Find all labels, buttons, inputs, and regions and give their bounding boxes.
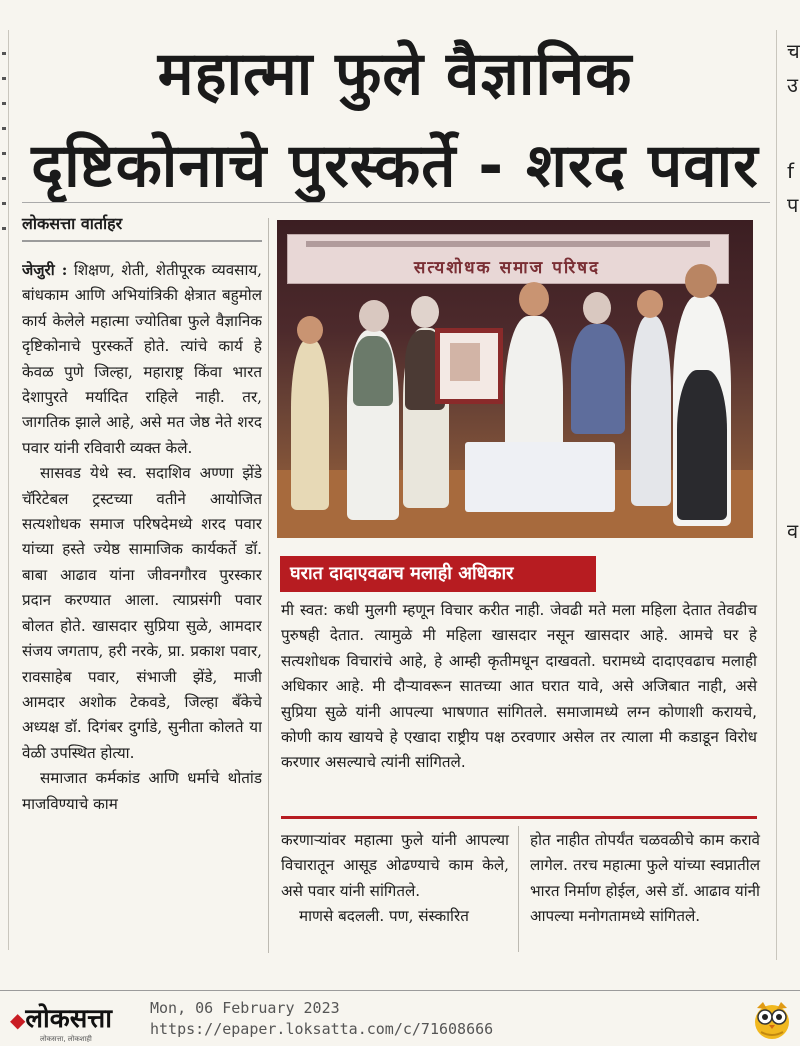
paragraph: समाजात कर्मकांड आणि धर्माचे थोतांड माजविण्याचे काम [22,769,262,813]
fragment-text: उ [787,73,798,97]
headline-line-1: महात्मा फुले वैज्ञानिक [157,39,633,109]
article-column-middle [281,828,509,930]
box-body-text: मी स्वत: कधी मुलगी म्हणून विचार करीत नाही. जेवढी मते मला महिला देतात तेवढीच पुरुषही देतात. त्यामुळे मी महिला खासदार नसून खासदार आहे. आमचे घर हे सत्यशोधक विचारांचे आहे, हे आम्ही कृतीमधून दाखवतो. घरामध्ये दादाएवढाच मलाही अधिकार आहे. मी दौऱ्यावरून सातच्या आत घरात यावे, असे अजिबात नाही, असे सुप्रिया सुळे यांनी आपल्या भाषणात सांगितले. समाजामध्ये लग्न कोणाशी करायचे, कोणी काय खायचे हे एखादा राष्ट्रीय पक्ष ठरवणार असेल तर त्याला मी कडाडून विरोध करणार असल्याचे त्यांनी सांगितले. [281,601,757,772]
person-figure [631,316,671,506]
headline-line-2: दृष्टिकोनाचे पुरस्कर्ते - शरद पवार [31,131,759,201]
article-column-left [22,258,262,948]
fragment-text: प [787,193,799,217]
paragraph [22,258,262,461]
byline: लोकसत्ता वार्ताहर [22,212,262,242]
column-divider [518,826,519,952]
column-divider [268,218,269,953]
article-column-right [530,828,760,930]
divider [22,202,770,203]
logo-text: लोकसत्ता [25,1004,112,1034]
fragment-text: च [787,39,800,63]
event-photo [277,220,753,538]
paragraph: माणसे बदलली. पण, संस्कारित [299,907,469,926]
paragraph: सासवड येथे स्व. सदाशिव अण्णा झेंडे चॅरिटेबल ट्रस्टच्या वतीने आयोजित सत्यशोधक समाज परिषदेमध्ये शरद पवार यांच्या हस्ते ज्येष्ठ सामाजिक कार्यकर्ते डॉ. बाबा आढाव यांना जीवनगौरव पुरस्कार प्रदान करण्यात आला. त्याप्रसंगी पवार बोलत होते. खासदार सुप्रिया सुळे, आमदार संजय जगताप, हरी नरके, प्रा. प्रकाश पवार, रावसाहेब पवार, संभाजी झेंडे, माजी आमदार अशोक टेकवडे, जिल्हा बँकेचे अध्यक्ष डॉ. दिगंबर दुर्गाडे, सुनीता कोलते या वेळी उपस्थित होत्या. [22,464,262,762]
article-headline [20,28,770,212]
loksatta-logo[interactable] [10,1004,142,1043]
box-divider [281,816,757,819]
edition-date: Mon, 06 February 2023 [150,999,340,1017]
paragraph-text: शिक्षण, शेती, शेतीपूरक व्यवसाय, बांधकाम आणि अभियांत्रिकी क्षेत्रात बहुमोल कार्य केलेले महात्मा ज्योतिबा फुले वैज्ञानिक दृष्टिकोनाचे पुरस्कर्ते होते. त्यांचे कार्य हे केवळ पुणे जिल्हा, महाराष्ट्र किंवा भारत देशापुरते मर्यादित राहिले नाही. तर, जागतिक झाले आहे, असे मत जेष्ठ नेते शरद पवार यांनी रविवारी व्यक्त केले. [22,261,262,457]
stage-table [465,442,615,512]
person-figure [291,340,329,510]
box-heading: घरात दादाएवढाच मलाही अधिकार [280,556,596,592]
award-certificate [435,328,503,404]
footer-divider [0,990,800,991]
stage-banner [287,234,729,284]
dateline-place: जेजुरी : [22,261,68,279]
logo-tagline: लोकसत्ता, लोकशाही [40,1035,92,1043]
person-figure [571,324,625,434]
paragraph: करणाऱ्यांवर महात्मा फुले यांनी आपल्या विचारातून आसूड ओढण्याचे काम केले, असे पवार यांनी सांगितले. [281,831,509,900]
owl-mascot-icon [752,998,792,1040]
adjacent-article-edge-right [776,30,800,960]
fragment-text: f [787,159,795,183]
fragment-text: व [787,519,799,543]
logo-mark-icon: ◆ [10,1008,26,1032]
banner-text: सत्यशोधक समाज परिषद [413,258,601,278]
paragraph: होत नाहीत तोपर्यंत चळवळीचे काम करावे लागेल. तरच महात्मा फुले यांच्या स्वप्नातील भारत निर्माण होईल, असे डॉ. आढाव यांनी आपल्या मनोगतामध्ये सांगितले. [530,831,760,926]
adjacent-article-edge-left [0,30,9,950]
article-url-link[interactable]: https://epaper.loksatta.com/c/71608666 [150,1020,494,1038]
